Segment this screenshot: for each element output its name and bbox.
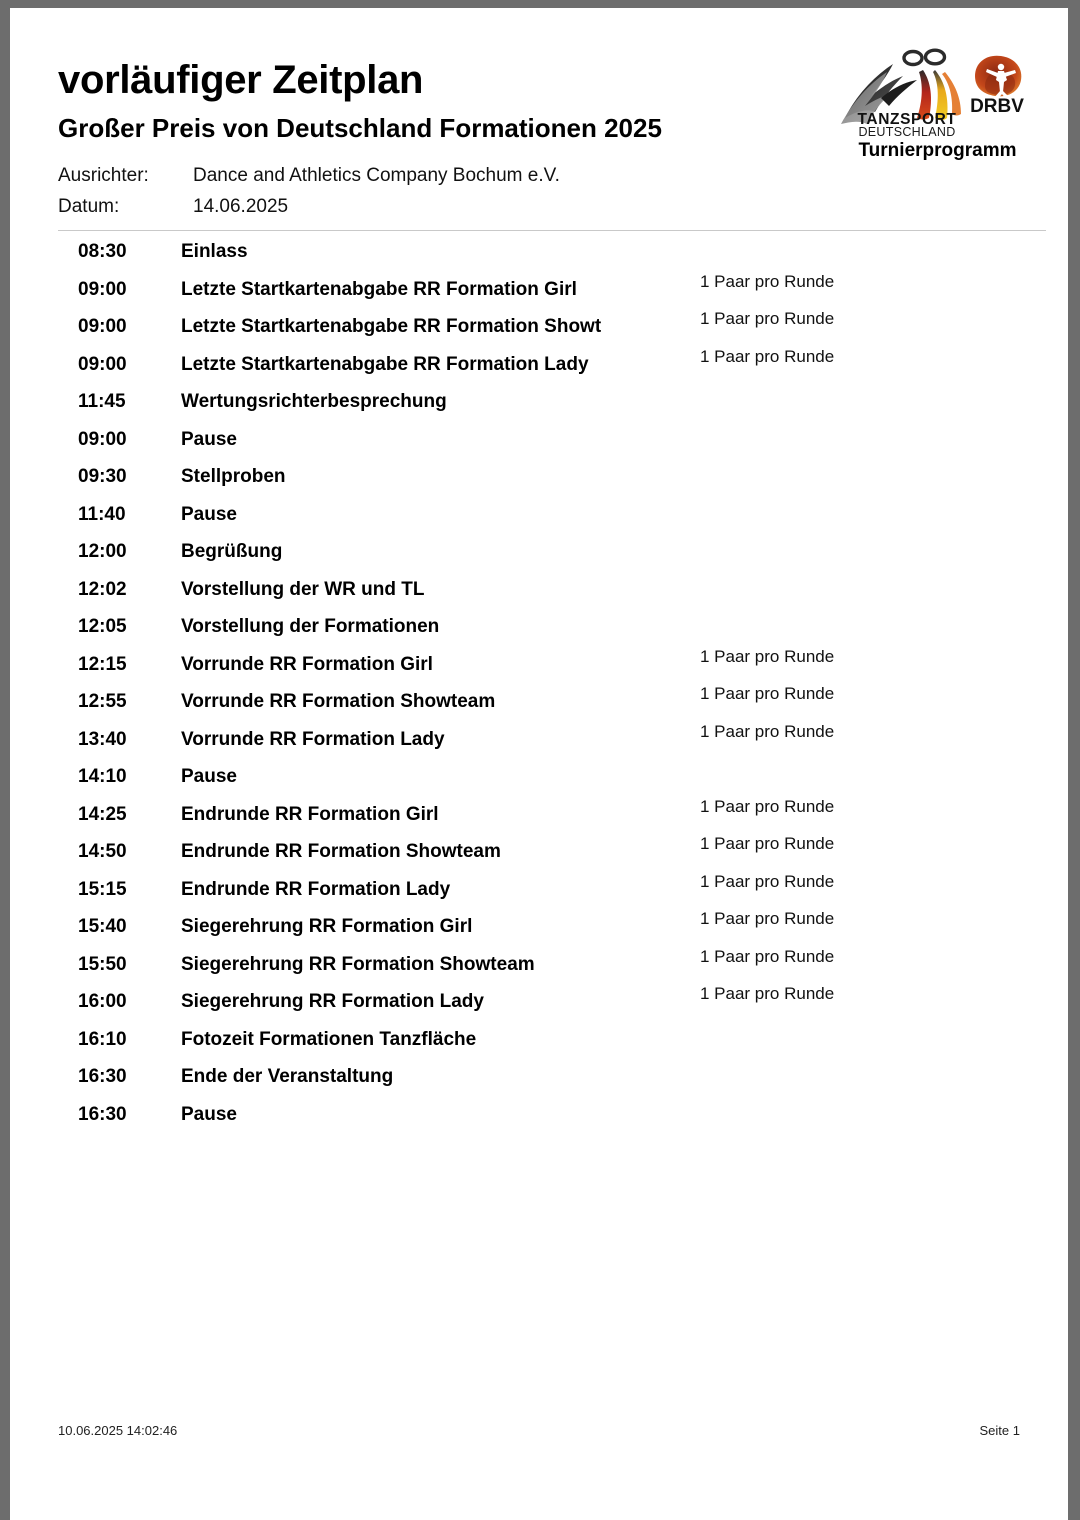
schedule-description: Begrüßung: [181, 541, 283, 562]
date-value: 14.06.2025: [193, 196, 289, 217]
schedule-description: Stellproben: [181, 466, 286, 487]
schedule-time: 11:40: [78, 503, 126, 525]
schedule-row: [10, 272, 1068, 310]
schedule-time: 12:15: [78, 653, 127, 675]
schedule-time: 16:10: [78, 1028, 127, 1050]
drbv-badge-icon: [975, 56, 1021, 101]
schedule-time: 16:00: [78, 991, 127, 1012]
schedule-row: [10, 834, 1068, 872]
schedule-list: [10, 234, 1068, 1134]
schedule-note: 1 Paar pro Runde: [700, 684, 835, 703]
date-row: [58, 191, 560, 222]
schedule-row: [10, 684, 1068, 722]
schedule-description: Letzte Startkartenabgabe RR Formation Showt: [181, 316, 602, 337]
schedule-row: [10, 347, 1068, 385]
schedule-row: [10, 497, 1068, 535]
schedule-row: [10, 1097, 1068, 1135]
schedule-description: Vorrunde RR Formation Girl: [181, 653, 433, 675]
schedule-row: [10, 759, 1068, 797]
schedule-description: Pause: [181, 766, 237, 787]
document-header: [10, 8, 1068, 223]
schedule-note: 1 Paar pro Runde: [700, 309, 835, 328]
organizer-value: Dance and Athletics Company Bochum e.V.: [193, 165, 560, 186]
schedule-row: [10, 984, 1068, 1022]
footer-page-number: Seite 1: [979, 1423, 1020, 1438]
schedule-note: 1 Paar pro Runde: [700, 646, 835, 666]
organizer-row: [58, 160, 560, 191]
schedule-description: Einlass: [181, 241, 248, 262]
schedule-row: [10, 647, 1068, 685]
schedule-note: 1 Paar pro Runde: [700, 796, 835, 816]
footer-generated-timestamp: 10.06.2025 14:02:46: [58, 1423, 178, 1438]
schedule-row: [10, 1022, 1068, 1060]
schedule-description: Vorrunde RR Formation Showteam: [181, 691, 496, 712]
schedule-time: 16:30: [78, 1103, 127, 1125]
schedule-description: Vorstellung der Formationen: [181, 616, 440, 637]
schedule-row: [10, 1059, 1068, 1097]
schedule-description: Endrunde RR Formation Girl: [181, 803, 439, 825]
schedule-description: Endrunde RR Formation Showteam: [181, 841, 501, 862]
schedule-time: 16:30: [78, 1066, 127, 1087]
schedule-row: [10, 722, 1068, 760]
schedule-time: 08:30: [78, 241, 127, 262]
schedule-row: [10, 609, 1068, 647]
schedule-row: [10, 797, 1068, 835]
schedule-row: [10, 534, 1068, 572]
schedule-note: 1 Paar pro Runde: [700, 346, 835, 366]
document-footer: [58, 1423, 1020, 1443]
schedule-description: Siegerehrung RR Formation Showteam: [181, 953, 535, 975]
organizer-label: Ausrichter:: [58, 165, 149, 186]
schedule-row: [10, 872, 1068, 910]
schedule-time: 09:00: [78, 278, 127, 300]
drbv-badge-label: DRBV: [970, 96, 1024, 117]
schedule-note: 1 Paar pro Runde: [700, 834, 835, 853]
schedule-description: Pause: [181, 1103, 237, 1125]
schedule-note: 1 Paar pro Runde: [700, 721, 835, 741]
schedule-time: 09:30: [78, 466, 127, 487]
schedule-note: 1 Paar pro Runde: [700, 271, 835, 291]
schedule-description: Wertungsrichterbesprechung: [181, 391, 447, 412]
schedule-row: [10, 234, 1068, 272]
schedule-time: 12:00: [78, 541, 127, 562]
schedule-note: 1 Paar pro Runde: [700, 946, 835, 966]
schedule-row: [10, 422, 1068, 460]
document-page: [10, 8, 1068, 1520]
page-title: vorläufiger Zeitplan: [58, 58, 424, 102]
program-type-label: Turnierprogramm: [858, 140, 1017, 161]
schedule-time: 15:15: [78, 878, 127, 900]
schedule-time: 14:10: [78, 766, 127, 787]
schedule-row: [10, 309, 1068, 347]
tanzsport-logo-block: [835, 46, 1040, 166]
federation-secondary-label: DEUTSCHLAND: [858, 125, 956, 138]
schedule-time: 12:02: [78, 578, 127, 600]
schedule-time: 15:40: [78, 916, 127, 937]
header-divider: [58, 230, 1046, 231]
schedule-note: 1 Paar pro Runde: [700, 871, 835, 891]
schedule-description: Siegerehrung RR Formation Girl: [181, 916, 473, 937]
schedule-time: 09:00: [78, 353, 127, 375]
schedule-time: 14:25: [78, 803, 127, 825]
schedule-time: 13:40: [78, 728, 127, 750]
schedule-description: Vorrunde RR Formation Lady: [181, 728, 445, 750]
page-subtitle: Großer Preis von Deutschland Formationen 2025: [58, 113, 662, 143]
date-label: Datum:: [58, 196, 120, 217]
schedule-description: Pause: [181, 503, 237, 525]
schedule-description: Vorstellung der WR und TL: [181, 578, 425, 600]
schedule-description: Letzte Startkartenabgabe RR Formation Lady: [181, 353, 589, 375]
schedule-time: 09:00: [78, 316, 127, 337]
schedule-row: [10, 947, 1068, 985]
schedule-description: Fotozeit Formationen Tanzfläche: [181, 1028, 477, 1050]
schedule-time: 11:45: [78, 391, 126, 412]
federation-primary-label: TANZSPORT: [857, 111, 957, 128]
schedule-row: [10, 909, 1068, 947]
schedule-row: [10, 459, 1068, 497]
schedule-time: 14:50: [78, 841, 127, 862]
schedule-row: [10, 384, 1068, 422]
schedule-description: Siegerehrung RR Formation Lady: [181, 991, 484, 1012]
schedule-row: [10, 572, 1068, 610]
schedule-description: Endrunde RR Formation Lady: [181, 878, 451, 900]
event-meta: [58, 160, 560, 222]
schedule-time: 12:05: [78, 616, 127, 637]
schedule-time: 15:50: [78, 953, 127, 975]
schedule-note: 1 Paar pro Runde: [700, 909, 835, 928]
schedule-note: 1 Paar pro Runde: [700, 984, 835, 1003]
schedule-description: Pause: [181, 428, 237, 450]
tanzsport-deutschland-logo-icon: [835, 46, 1040, 138]
schedule-time: 12:55: [78, 691, 127, 712]
schedule-description: Ende der Veranstaltung: [181, 1066, 394, 1087]
schedule-time: 09:00: [78, 428, 127, 450]
schedule-description: Letzte Startkartenabgabe RR Formation Girl: [181, 278, 577, 300]
